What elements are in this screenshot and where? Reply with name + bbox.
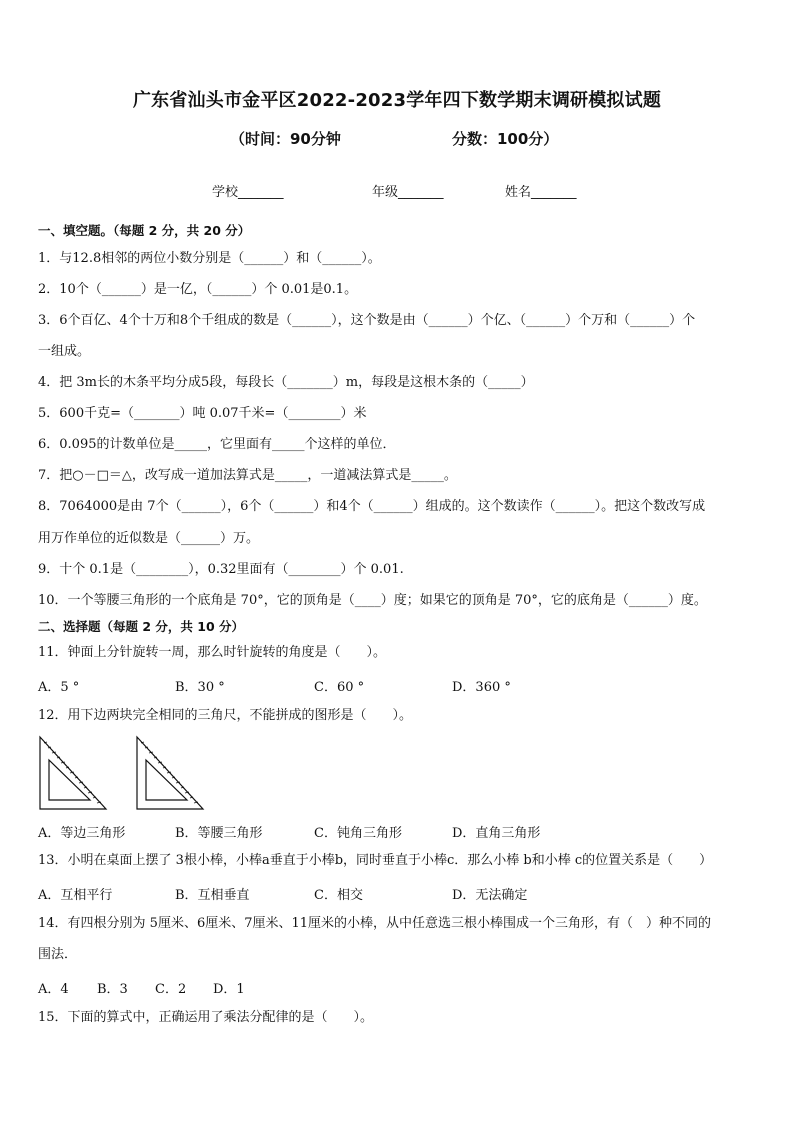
- q12-option-a: A．等边三角形: [38, 826, 126, 841]
- q13-option-d: D．无法确定: [452, 888, 528, 903]
- q13-option-b: B．互相垂直: [175, 888, 250, 903]
- question-15: 15．下面的算式中，正确运用了乘法分配律的是（ ）。: [38, 1010, 374, 1025]
- exam-score: 分数：100分）: [452, 130, 559, 148]
- question-8-line-2: 用万作单位的近似数是（______）万。: [38, 531, 260, 546]
- grade-field: 年级_______: [372, 185, 444, 200]
- question-10: 10．一个等腰三角形的一个底角是 70°，它的顶角是（____）度；如果它的顶角是 70°，它的底角是（______）度。: [38, 593, 707, 608]
- question-14-line-1: 14．有四根分别为 5厘米、6厘米、7厘米、11厘米的小棒，从中任意选三根小棒围成一个三角形，有（ ）种不同的: [38, 916, 712, 931]
- q14-option-c: C．2: [155, 982, 187, 997]
- triangle-ruler-left: [40, 737, 106, 809]
- q11-option-d: D．360 °: [452, 680, 511, 695]
- question-9: 9．十个 0.1是（________），0.32里面有（________）个 0.01.: [38, 562, 404, 577]
- q11-option-c: C．60 °: [314, 680, 365, 695]
- question-4: 4．把 3m长的木条平均分成5段，每段长（_______）m，每段是这根木条的（_____）: [38, 375, 534, 390]
- q11-option-a: A．5 °: [38, 680, 80, 695]
- question-14-line-2: 围法．: [38, 947, 78, 962]
- q12-option-c: C．钝角三角形: [314, 826, 402, 841]
- section-choice-heading: 二、选择题（每题 2 分，共 10 分）: [38, 619, 245, 634]
- q14-option-b: B．3: [97, 982, 128, 997]
- q13-option-c: C．相交: [314, 888, 363, 903]
- question-12: 12．用下边两块完全相同的三角尺，不能拼成的图形是（ ）。: [38, 708, 413, 723]
- question-3-line-1: 3．6个百亿、4个十万和8个千组成的数是（______），这个数是由（______）个亿、（______）个万和（______）个: [38, 313, 696, 328]
- exam-title: 广东省汕头市金平区2022-2023学年四下数学期末调研模拟试题: [132, 90, 662, 111]
- q12-option-b: B．等腰三角形: [175, 826, 263, 841]
- q12-option-d: D．直角三角形: [452, 826, 541, 841]
- name-field: 姓名_______: [505, 185, 577, 200]
- q14-option-d: D．1: [213, 982, 245, 997]
- exam-time: （时间：90分钟: [230, 130, 341, 148]
- question-13: 13．小明在桌面上摆了 3根小棒，小棒a垂直于小棒b，同时垂直于小棒c．那么小棒 b和小棒 c的位置关系是（ ）: [38, 853, 713, 868]
- question-11: 11．钟面上分针旋转一周，那么时针旋转的角度是（ ）。: [38, 645, 387, 660]
- section-fill-blank-heading: 一、填空题。（每题 2 分，共 20 分）: [38, 223, 251, 238]
- question-2: 2．10个（______）是一亿，（______）个 0.01是0.1。: [38, 282, 358, 297]
- q14-option-a: A．4: [38, 982, 69, 997]
- question-3-line-2: 一组成。: [38, 344, 91, 359]
- triangle-rulers-figure: [38, 735, 208, 811]
- q11-option-b: B．30 °: [175, 680, 225, 695]
- q13-option-a: A．互相平行: [38, 888, 113, 903]
- question-1: 1．与12.8相邻的两位小数分别是（______）和（______）。: [38, 251, 381, 266]
- question-6: 6．0.095的计数单位是_____，它里面有_____个这样的单位．: [38, 437, 396, 452]
- question-5: 5．600千克=（_______）吨 0.07千米=（________）米: [38, 406, 367, 421]
- school-field: 学校_______: [212, 185, 284, 200]
- triangle-ruler-right: [137, 737, 203, 809]
- question-7: 7．把○－□＝△，改写成一道加法算式是_____，一道减法算式是_____。: [38, 468, 457, 483]
- question-8-line-1: 8．7064000是由 7个（______），6个（______）和4个（______）组成的。这个数读作（______）。把这个数改写成: [38, 499, 706, 514]
